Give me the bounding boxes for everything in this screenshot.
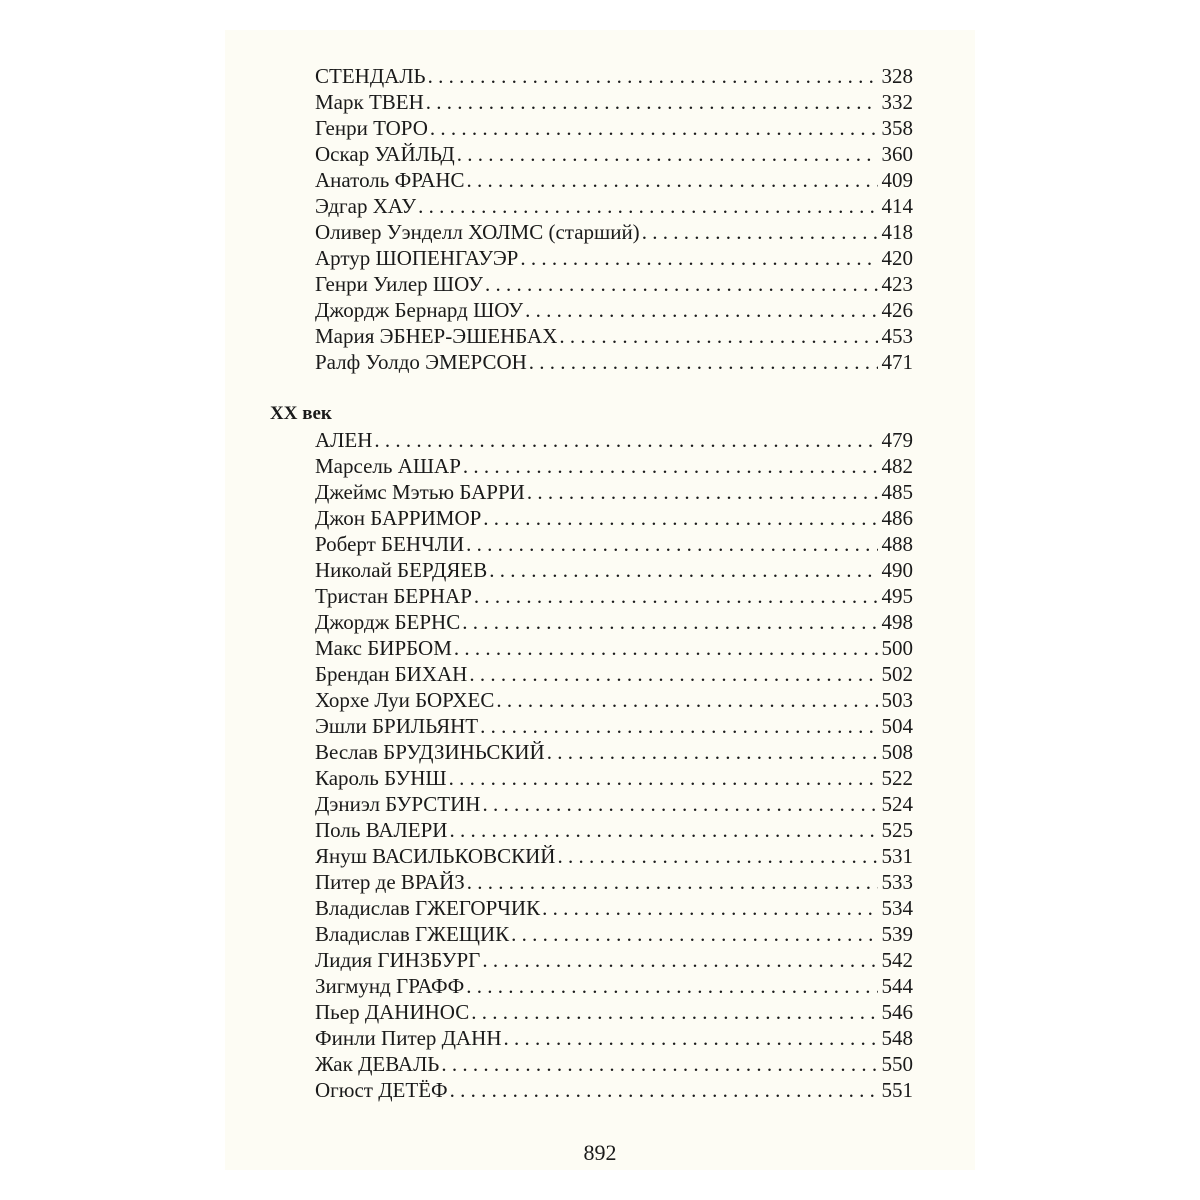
toc-entry xyxy=(270,921,913,947)
dot-leader xyxy=(418,193,877,219)
dot-leader xyxy=(482,947,877,973)
entry-page-number: 508 xyxy=(878,739,914,765)
entry-page-number: 539 xyxy=(878,921,914,947)
author-name: АЛЕН xyxy=(315,428,373,452)
toc-entry xyxy=(270,583,913,609)
entry-page-number: 486 xyxy=(878,505,914,531)
entry-page-number: 485 xyxy=(878,479,914,505)
author-name: Януш ВАСИЛЬКОВСКИЙ xyxy=(315,844,556,868)
dot-leader xyxy=(466,973,877,999)
toc-entry xyxy=(270,609,913,635)
toc-entry xyxy=(270,219,913,245)
toc-entry xyxy=(270,895,913,921)
dot-leader xyxy=(467,167,878,193)
dot-leader xyxy=(467,869,878,895)
author-name: Ралф Уолдо ЭМЕРСОН xyxy=(315,350,527,374)
toc-entry xyxy=(270,661,913,687)
author-name: Оливер Уэнделл ХОЛМС (старший) xyxy=(315,220,640,244)
author-name: Огюст ДЕТЁФ xyxy=(315,1078,448,1102)
entry-page-number: 498 xyxy=(878,609,914,635)
dot-leader xyxy=(374,427,877,453)
author-name: Жак ДЕВАЛЬ xyxy=(315,1052,440,1076)
dot-leader xyxy=(559,323,877,349)
dot-leader xyxy=(511,921,877,947)
dot-leader xyxy=(529,349,878,375)
entry-page-number: 418 xyxy=(878,219,914,245)
author-name: Генри Уилер ШОУ xyxy=(315,272,483,296)
toc-entry xyxy=(270,687,913,713)
toc-entry xyxy=(270,323,913,349)
dot-leader xyxy=(454,635,878,661)
dot-leader xyxy=(463,453,878,479)
dot-leader xyxy=(449,765,878,791)
entry-page-number: 544 xyxy=(878,973,914,999)
author-name: Джордж БЕРНС xyxy=(315,610,461,634)
author-name: Джон БАРРИМОР xyxy=(315,506,482,530)
entry-page-number: 550 xyxy=(878,1051,914,1077)
dot-leader xyxy=(547,739,878,765)
toc-entry xyxy=(270,349,913,375)
toc-entry xyxy=(270,531,913,557)
toc-entry xyxy=(270,453,913,479)
entry-page-number: 502 xyxy=(878,661,914,687)
author-name: Владислав ГЖЕГОРЧИК xyxy=(315,896,541,920)
author-name: Эдгар ХАУ xyxy=(315,194,417,218)
entry-page-number: 500 xyxy=(878,635,914,661)
entry-page-number: 409 xyxy=(878,167,914,193)
dot-leader xyxy=(527,479,878,505)
author-name: Джордж Бернард ШОУ xyxy=(315,298,524,322)
entry-page-number: 426 xyxy=(878,297,914,323)
entry-page-number: 522 xyxy=(878,765,914,791)
dot-leader xyxy=(462,609,877,635)
toc-entry xyxy=(270,791,913,817)
author-name: Марк ТВЕН xyxy=(315,90,424,114)
dot-leader xyxy=(642,219,878,245)
toc-entry xyxy=(270,843,913,869)
dot-leader xyxy=(496,687,877,713)
dot-leader xyxy=(441,1051,877,1077)
entry-page-number: 358 xyxy=(878,115,914,141)
dot-leader xyxy=(557,843,877,869)
table-of-contents xyxy=(270,63,913,1103)
entry-page-number: 414 xyxy=(878,193,914,219)
author-name: Дэниэл БУРСТИН xyxy=(315,792,481,816)
entry-page-number: 533 xyxy=(878,869,914,895)
dot-leader xyxy=(450,1077,878,1103)
author-name: Зигмунд ГРАФФ xyxy=(315,974,465,998)
toc-entry xyxy=(270,193,913,219)
dot-leader xyxy=(482,791,877,817)
toc-entry xyxy=(270,973,913,999)
entry-page-number: 548 xyxy=(878,1025,914,1051)
entry-page-number: 471 xyxy=(878,349,914,375)
author-name: Владислав ГЖЕЩИК xyxy=(315,922,510,946)
dot-leader xyxy=(449,817,877,843)
dot-leader xyxy=(471,999,877,1025)
toc-entry xyxy=(270,297,913,323)
toc-entry xyxy=(270,115,913,141)
entry-page-number: 332 xyxy=(878,89,914,115)
toc-entry xyxy=(270,271,913,297)
toc-entry xyxy=(270,1025,913,1051)
toc-entry xyxy=(270,739,913,765)
toc-entry xyxy=(270,141,913,167)
toc-entry xyxy=(270,765,913,791)
author-name: Пьер ДАНИНОС xyxy=(315,1000,470,1024)
author-name: Тристан БЕРНАР xyxy=(315,584,472,608)
entry-page-number: 479 xyxy=(878,427,914,453)
toc-entry xyxy=(270,89,913,115)
dot-leader xyxy=(466,531,877,557)
entry-page-number: 551 xyxy=(878,1077,914,1103)
entry-page-number: 546 xyxy=(878,999,914,1025)
author-name: Веслав БРУДЗИНЬСКИЙ xyxy=(315,740,545,764)
toc-entry xyxy=(270,63,913,89)
author-name: Поль ВАЛЕРИ xyxy=(315,818,448,842)
toc-entry xyxy=(270,999,913,1025)
dot-leader xyxy=(520,245,877,271)
dot-leader xyxy=(480,713,877,739)
toc-entry xyxy=(270,479,913,505)
author-name: Эшли БРИЛЬЯНТ xyxy=(315,714,479,738)
toc-entry xyxy=(270,947,913,973)
entry-page-number: 525 xyxy=(878,817,914,843)
entry-page-number: 360 xyxy=(878,141,914,167)
toc-entry xyxy=(270,167,913,193)
author-name: Мария ЭБНЕР-ЭШЕНБАХ xyxy=(315,324,558,348)
toc-entry xyxy=(270,869,913,895)
page-number: 892 xyxy=(583,1140,617,1165)
entry-page-number: 504 xyxy=(878,713,914,739)
dot-leader xyxy=(485,271,878,297)
book-page xyxy=(225,30,975,1170)
dot-leader xyxy=(457,141,878,167)
dot-leader xyxy=(428,63,878,89)
dot-leader xyxy=(430,115,878,141)
author-name: Лидия ГИНЗБУРГ xyxy=(315,948,481,972)
dot-leader xyxy=(542,895,877,921)
dot-leader xyxy=(426,89,878,115)
entry-page-number: 495 xyxy=(878,583,914,609)
author-name: Финли Питер ДАНН xyxy=(315,1026,502,1050)
author-name: Хорхе Луи БОРХЕС xyxy=(315,688,495,712)
author-name: Роберт БЕНЧЛИ xyxy=(315,532,465,556)
toc-entry xyxy=(270,1077,913,1103)
entry-page-number: 488 xyxy=(878,531,914,557)
author-name: Марсель АШАР xyxy=(315,454,461,478)
entry-page-number: 490 xyxy=(878,557,914,583)
dot-leader xyxy=(483,505,877,531)
author-name: СТЕНДАЛЬ xyxy=(315,64,426,88)
toc-entry xyxy=(270,245,913,271)
author-name: Артур ШОПЕНГАУЭР xyxy=(315,246,519,270)
author-name: Николай БЕРДЯЕВ xyxy=(315,558,488,582)
author-name: Анатоль ФРАНС xyxy=(315,168,465,192)
section-heading: XX век xyxy=(270,403,332,424)
toc-entry xyxy=(270,505,913,531)
entry-page-number: 453 xyxy=(878,323,914,349)
toc-entry xyxy=(270,427,913,453)
dot-leader xyxy=(504,1025,878,1051)
entry-page-number: 534 xyxy=(878,895,914,921)
author-name: Генри ТОРО xyxy=(315,116,428,140)
toc-entry xyxy=(270,635,913,661)
entry-page-number: 482 xyxy=(878,453,914,479)
dot-leader xyxy=(469,661,877,687)
dot-leader xyxy=(525,297,877,323)
toc-entry xyxy=(270,557,913,583)
dot-leader xyxy=(474,583,878,609)
toc-entry xyxy=(270,817,913,843)
entry-page-number: 542 xyxy=(878,947,914,973)
author-name: Питер де ВРАЙЗ xyxy=(315,870,465,894)
entry-page-number: 531 xyxy=(878,843,914,869)
author-name: Макс БИРБОМ xyxy=(315,636,452,660)
author-name: Брендан БИХАН xyxy=(315,662,468,686)
author-name: Оскар УАЙЛЬД xyxy=(315,142,455,166)
entry-page-number: 328 xyxy=(878,63,914,89)
author-name: Джеймс Мэтью БАРРИ xyxy=(315,480,525,504)
dot-leader xyxy=(489,557,877,583)
entry-page-number: 423 xyxy=(878,271,914,297)
author-name: Кароль БУНШ xyxy=(315,766,447,790)
toc-entry xyxy=(270,1051,913,1077)
toc-entry xyxy=(270,713,913,739)
entry-page-number: 524 xyxy=(878,791,914,817)
entry-page-number: 503 xyxy=(878,687,914,713)
entry-page-number: 420 xyxy=(878,245,914,271)
